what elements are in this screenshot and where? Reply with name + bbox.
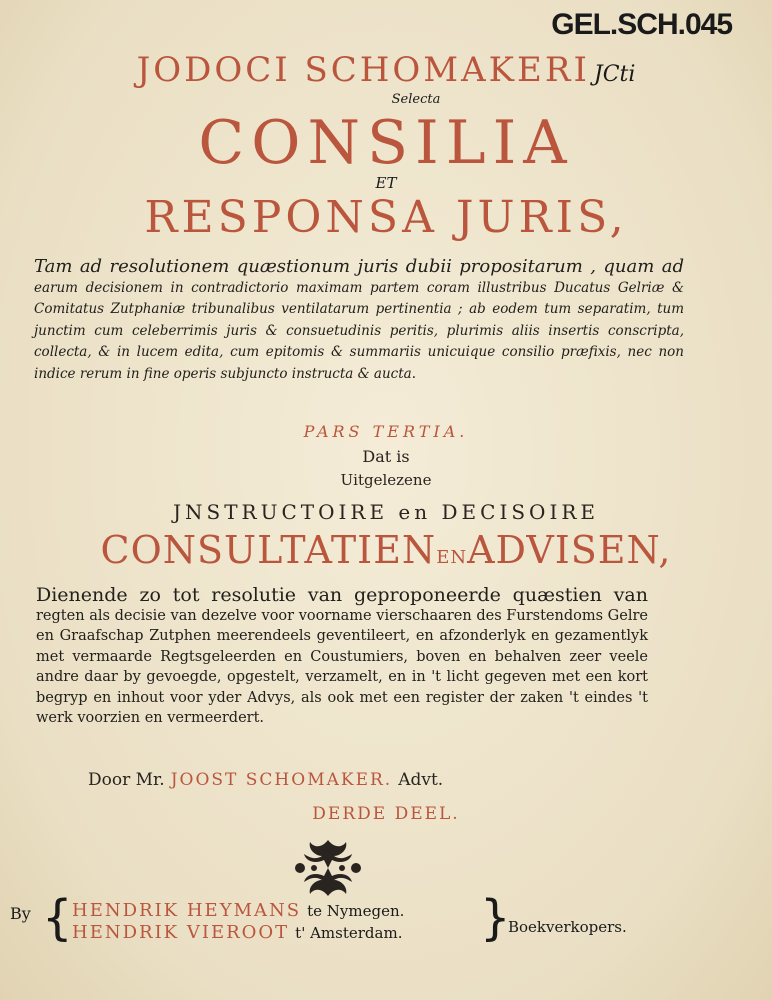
author-dutch-name: JOOST SCHOMAKER. — [170, 770, 393, 790]
author-dutch-line — [88, 770, 443, 790]
author-suffix: JCti — [593, 62, 636, 87]
en-word: EN — [436, 547, 468, 568]
et-word: ET — [375, 174, 397, 192]
left-brace: { — [42, 890, 73, 946]
responsa-heading: RESPONSA JURIS, — [144, 192, 628, 243]
author-name: JODOCI SCHOMAKERI — [136, 50, 590, 90]
author-line — [0, 50, 772, 90]
pars-tertia: PARS TERTIA. — [303, 422, 469, 441]
trade-label: Boekverkopers. — [508, 918, 627, 936]
publisher-place: t' Amsterdam. — [295, 924, 403, 942]
publisher-name: HENDRIK VIEROOT — [72, 922, 290, 943]
volume-label: DERDE DEEL. — [312, 804, 460, 824]
advt-label: Advt. — [398, 770, 444, 790]
instructoire-line: JNSTRUCTOIRE en DECISOIRE — [173, 500, 599, 524]
right-brace: } — [480, 890, 511, 946]
door-label: Door Mr. — [88, 770, 165, 790]
publisher-2 — [72, 922, 402, 943]
latin-description: Tam ad resolutionem quæstionum juris dubii propositarum , quam ad earum decisionem in contradictorio maximam partem coram illustribus Ducatus Gelriæ & Comitatus Zutphaniæ tribunalibus ventilatarum pertinentia ; ab eodem tum separatim, tum junctim cum celeberrimis juris & consuetudinis peritis, plurimis aliis insertis conscripta, collecta, & in lucem edita, cum epitomis & summariis unicuique consilio præfixis, nec non indice rerum in fine operis subjuncto instructa & aucta. — [34, 256, 684, 382]
publisher-1 — [72, 900, 404, 921]
publisher-name: HENDRIK HEYMANS — [72, 900, 302, 921]
imprint-by: By — [10, 904, 31, 923]
consultatien-word: CONSULTATIEN — [100, 528, 437, 572]
consultatien-line — [0, 528, 772, 572]
printers-ornament-icon — [292, 836, 364, 900]
uitgelezene: Uitgelezene — [340, 471, 432, 489]
dutch-description: Dienende zo tot resolutie van geproponeerde quæstien van regten als decisie van dezelve voor voorname vierschaaren des Furstendoms Gelre en Graafschap Zutphen meerendeels geventileert, en afzonderlyk en gezamentlyk met vermaarde Regtsgeleerden en Coustumiers, boven en behalven zeer veele andre daar by gevoegde, opgestelt, verzamelt, en in 't licht gegeven met een kort begryp en inhout voor yder Advys, als ook met een register der zaken 't eindes 't werk voorzien en vermeerdert. — [36, 584, 648, 726]
shelfmark: GEL.SCH.045 — [551, 8, 732, 41]
dat-is: Dat is — [362, 447, 410, 466]
publisher-place: te Nymegen. — [307, 902, 405, 920]
selecta-word: Selecta — [391, 92, 441, 107]
advisen-word: ADVISEN, — [467, 528, 672, 572]
consilia-heading: CONSILIA — [198, 108, 574, 178]
